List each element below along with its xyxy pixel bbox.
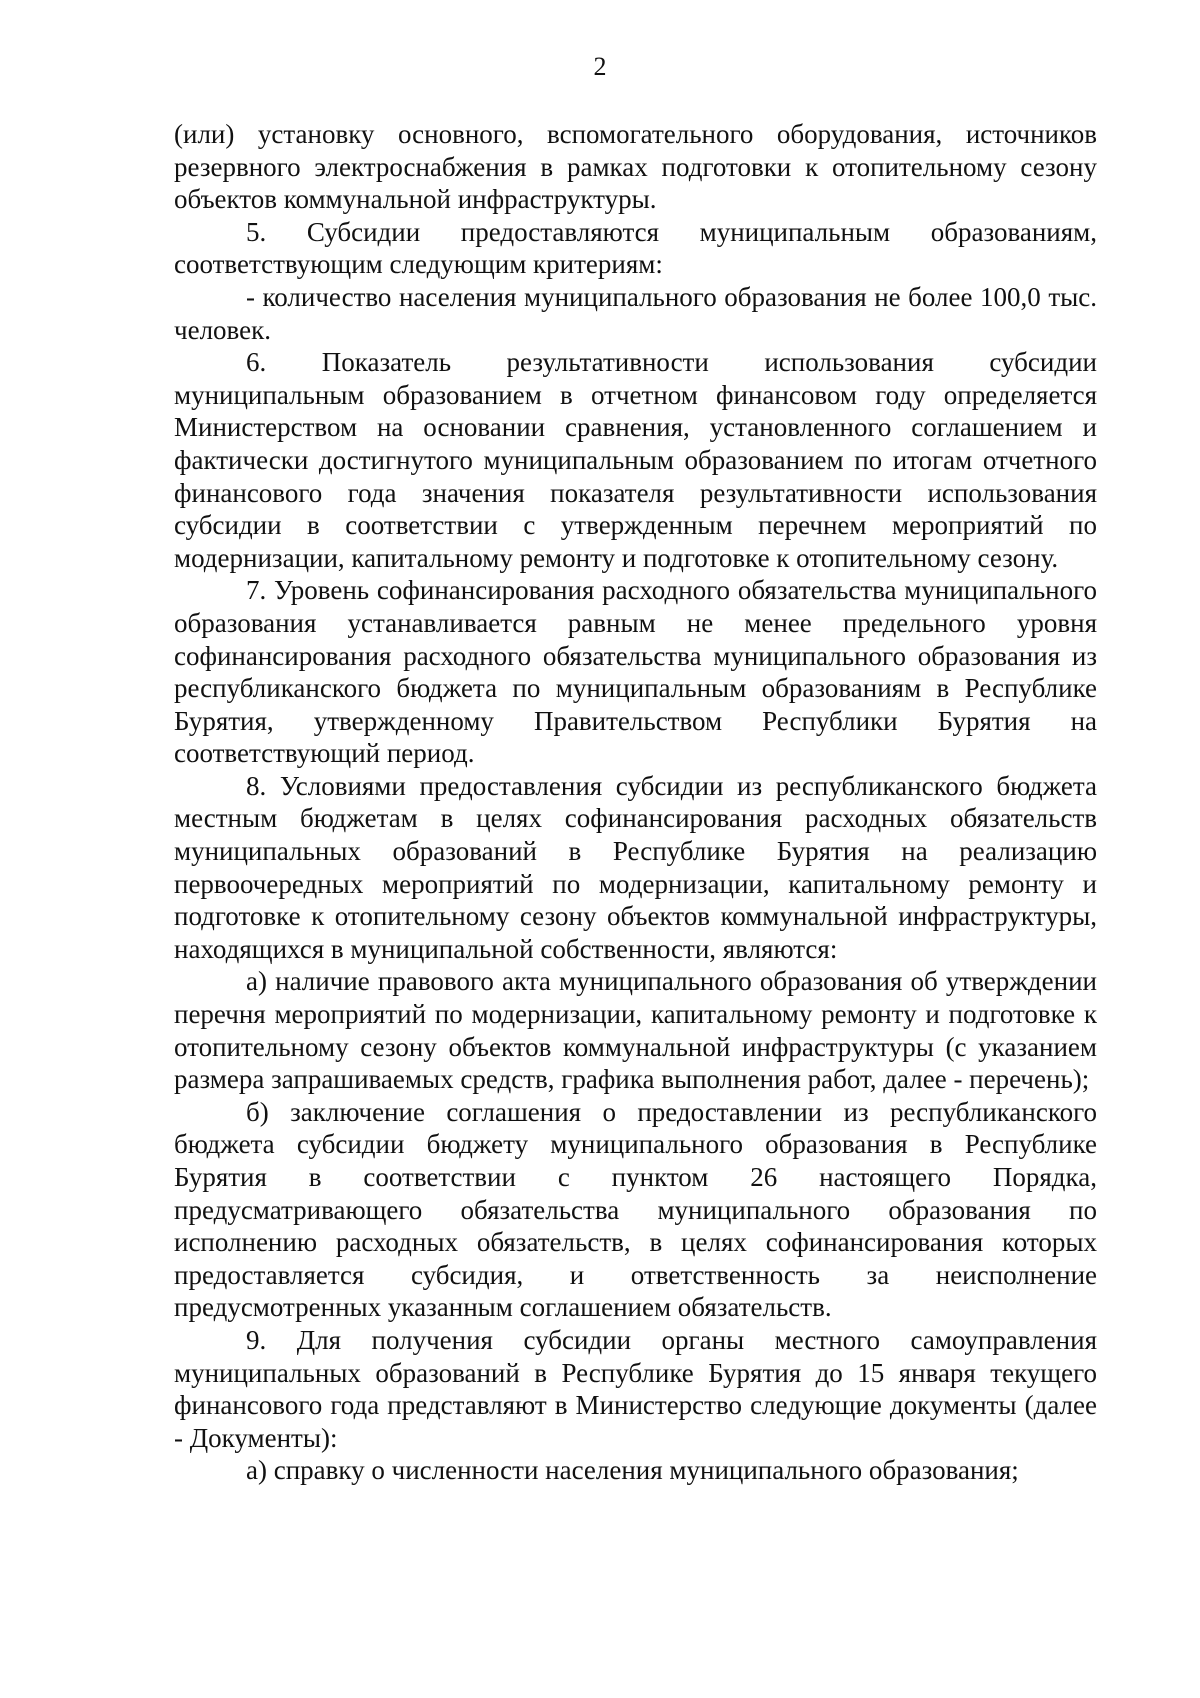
document-body (174, 118, 1097, 1487)
paragraph: 8. Условиями предоставления субсидии из республиканского бюджета местным бюджетам в целях софинансирования расходных обязательств муниципальных образований в Республике Бурятия на реализацию первоочередных мероприятий по модернизации, капитальному ремонту и подготовке к отопительному сезону объектов коммунальной инфраструктуры, находящихся в муниципальной собственности, являются: (174, 770, 1097, 964)
paragraph: а) справку о численности населения муниципального образования; (246, 1455, 1019, 1486)
paragraph: 5. Субсидии предоставляются муниципальным образованиям, соответствующим следующим критериям: (174, 216, 1097, 280)
paragraph: а) наличие правового акта муниципального образования об утверждении перечня мероприятий по модернизации, капитальному ремонту и подготовке к отопительному сезону объектов коммунальной инфраструктуры (с указанием размера запрашиваемых средств, графика выполнения работ, далее - перечень); (174, 966, 1097, 1095)
paragraph: 6. Показатель результативности использования субсидии муниципальным образованием в отчетном финансовом году определяется Министерством на основании сравнения, установленного соглашением и фактически достигнутого муниципальным образованием по итогам отчетного финансового года значения показателя результативности использования субсидии в соответствии с утвержденным перечнем мероприятий по модернизации, капитальному ремонту и подготовке к отопительному сезону. (174, 347, 1097, 573)
paragraph: (или) установку основного, вспомогательного оборудования, источников резервного электроснабжения в рамках подготовки к отопительному сезону объектов коммунальной инфраструктуры. (174, 119, 1097, 215)
paragraph: б) заключение соглашения о предоставлении из республиканского бюджета субсидии бюджету муниципального образования в Республике Бурятия в соответствии с пунктом 26 настоящего Порядка, предусматривающего обязательства муниципального образования по исполнению расходных обязательств, в целях софинансирования которых предоставляется субсидия, и ответственность за неисполнение предусмотренных указанным соглашением обязательств. (174, 1096, 1097, 1323)
page-number: 2 (593, 52, 607, 81)
paragraph: 7. Уровень софинансирования расходного обязательства муниципального образования устанавливается равным не менее предельного уровня софинансирования расходного обязательства муниципального образования из республиканского бюджета по муниципальным образованиям в Республике Бурятия, утвержденному Правительством Республики Бурятия на соответствующий период. (174, 575, 1097, 769)
paragraph: 9. Для получения субсидии органы местного самоуправления муниципальных образований в Республике Бурятия до 15 января текущего финансового года представляют в Министерство следующие документы (далее - Документы): (174, 1324, 1097, 1453)
paragraph: - количество населения муниципального образования не более 100,0 тыс. человек. (174, 281, 1097, 345)
